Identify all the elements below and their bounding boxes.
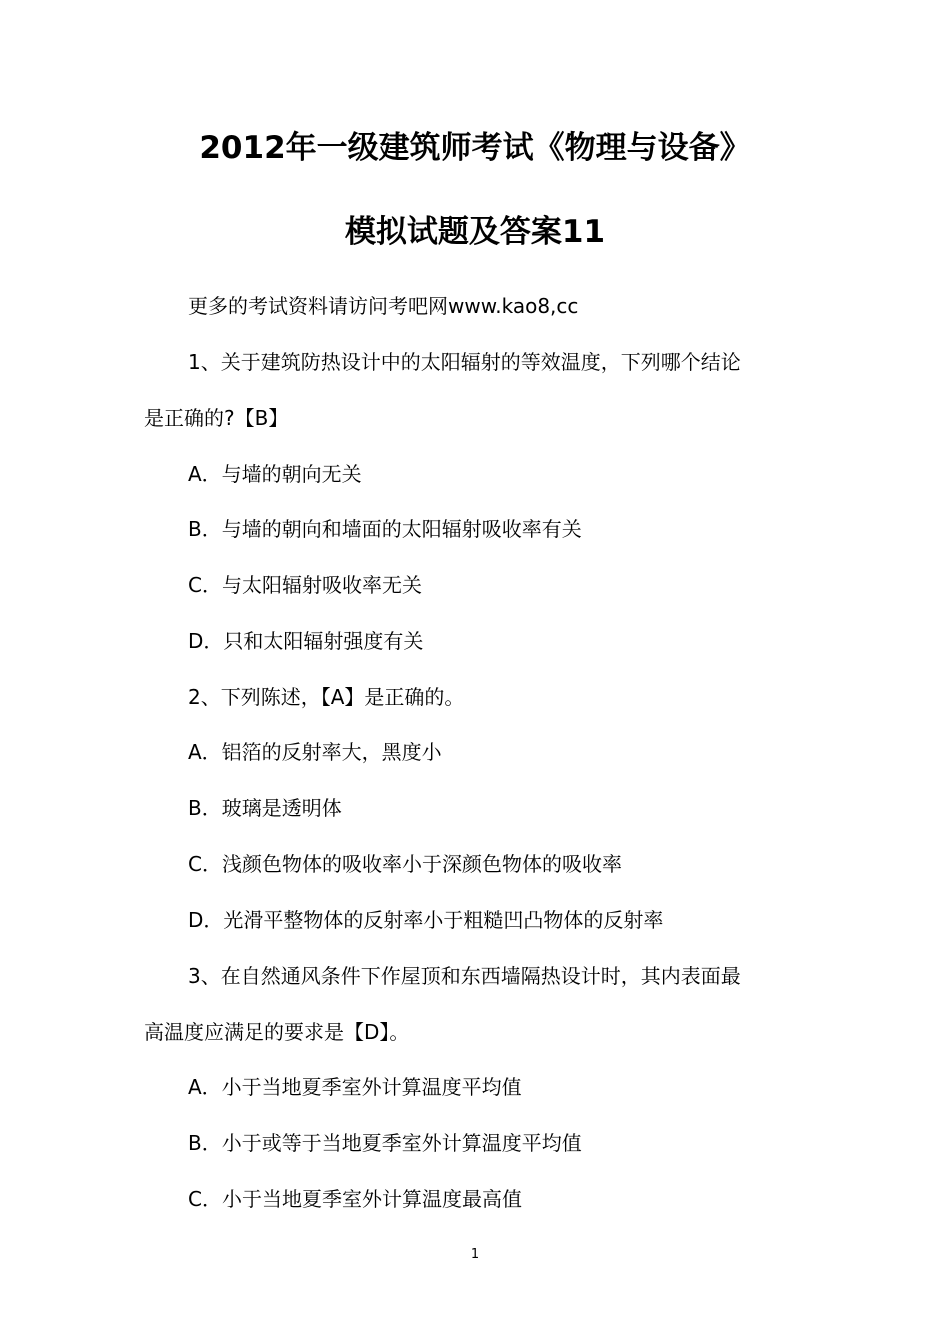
question-1-option-d: D．只和太阳辐射强度有关 <box>188 629 424 653</box>
question-2-option-c: C．浅颜色物体的吸收率小于深颜色物体的吸收率 <box>188 852 622 876</box>
question-1-stem-line-2: 是正确的?【B】 <box>144 406 289 430</box>
question-3-option-a: A．小于当地夏季室外计算温度平均值 <box>188 1075 522 1099</box>
document-title-line-2: 模拟试题及答案11 <box>344 214 606 250</box>
question-3-stem-line-2: 高温度应满足的要求是【D】。 <box>144 1020 410 1044</box>
question-1-option-c: C．与太阳辐射吸收率无关 <box>188 573 422 597</box>
question-1-stem-line-1: 1、关于建筑防热设计中的太阳辐射的等效温度，下列哪个结论 <box>188 350 741 374</box>
question-3-option-c: C．小于当地夏季室外计算温度最高值 <box>188 1187 522 1211</box>
question-1-option-b: B．与墙的朝向和墙面的太阳辐射吸收率有关 <box>188 517 582 541</box>
intro-paragraph: 更多的考试资料请访问考吧网www.kao8,cc <box>188 294 579 318</box>
question-3-option-b: B．小于或等于当地夏季室外计算温度平均值 <box>188 1131 582 1155</box>
question-3-stem-line-1: 3、在自然通风条件下作屋顶和东西墙隔热设计时，其内表面最 <box>188 964 741 988</box>
document-title-line-1: 2012年一级建筑师考试《物理与设备》 <box>199 130 751 166</box>
question-1-option-a: A．与墙的朝向无关 <box>188 462 362 486</box>
question-2-stem: 2、下列陈述，【A】是正确的。 <box>188 685 465 709</box>
question-2-option-d: D．光滑平整物体的反射率小于粗糙凹凸物体的反射率 <box>188 908 664 932</box>
question-2-option-a: A．铝箔的反射率大，黑度小 <box>188 740 442 764</box>
page-number: 1 <box>470 1247 480 1262</box>
question-2-option-b: B．玻璃是透明体 <box>188 796 342 820</box>
